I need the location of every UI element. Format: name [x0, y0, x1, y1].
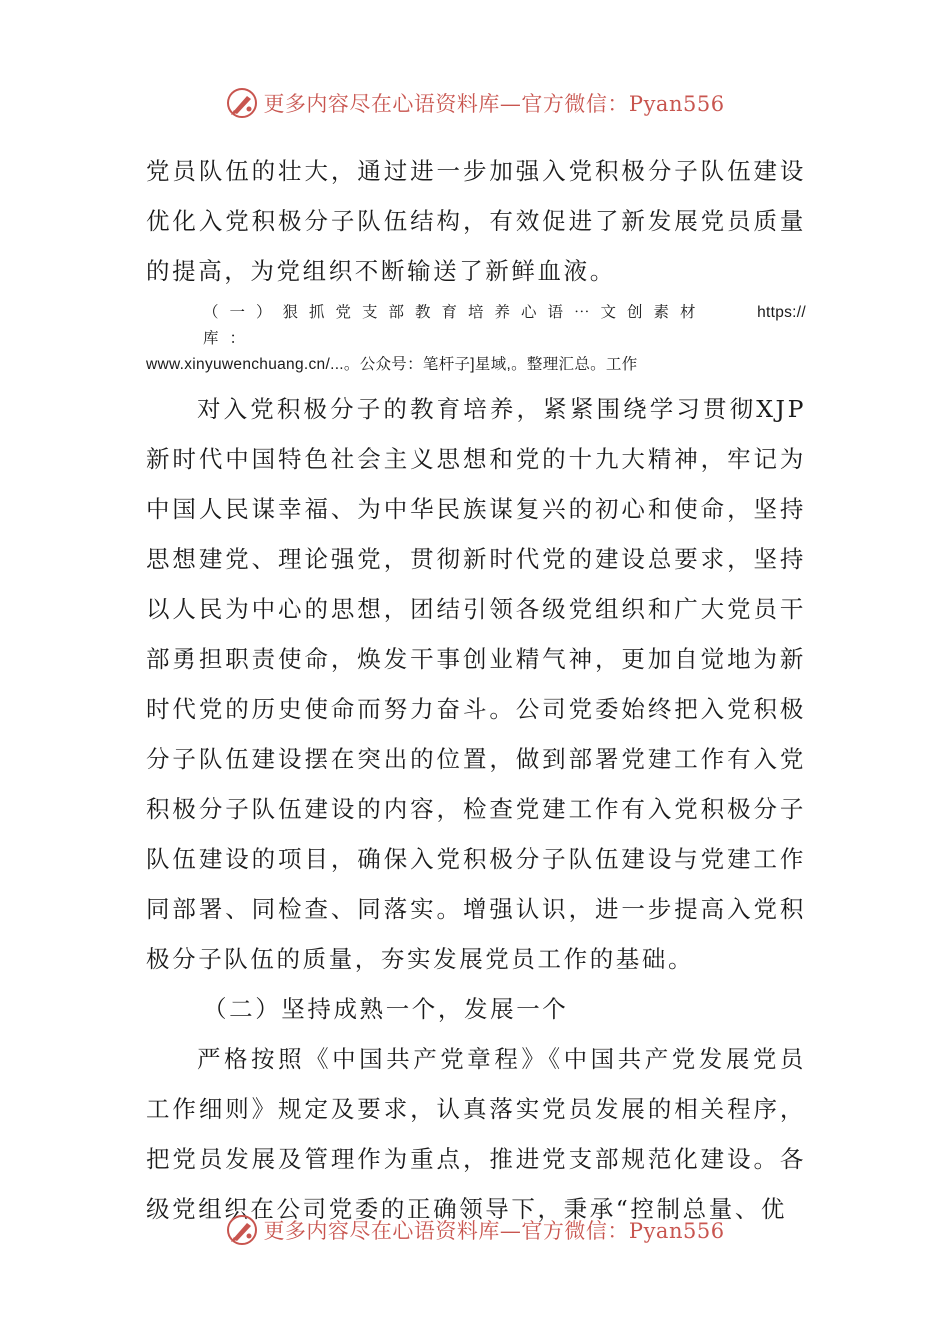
paragraph-3: 严格按照《中国共产党章程》《中国共产党发展党员工作细则》规定及要求，认真落实党员发展的相关程序，把党员发展及管理作为重点，推进党支部规范化建设。各级党组织在公司党委的正确领导下，秉承“控制总量、优	[146, 1045, 806, 1223]
pen-seal-icon	[225, 86, 259, 120]
footer-banner	[0, 1210, 950, 1250]
paragraph-1: 党员队伍的壮大，通过进一步加强入党积极分子队伍建设优化入党积极分子队伍结构，有效促进了新发展党员质量的提高，为党组织不断输送了新鲜血液。	[146, 157, 806, 285]
header-banner	[0, 83, 950, 123]
watermark-url-prefix: https://	[757, 304, 806, 321]
watermark-note	[146, 300, 806, 378]
watermark-line-1: （一）狠抓党支部教育培养心语⋯文创素材库：	[203, 304, 707, 347]
pen-seal-icon	[225, 1213, 259, 1247]
paragraph-2: 对入党积极分子的教育培养，紧紧围绕学习贯彻XJP新时代中国特色社会主义思想和党的十九大精神，牢记为中国人民谋幸福、为中华民族谋复兴的初心和使命，坚持思想建党、理论强党，贯彻新时代党的建设总要求，坚持以人民为中心的思想，团结引领各级党组织和广大党员干部勇担职责使命，焕发干事创业精气神，更加自觉地为新时代党的历史使命而努力奋斗。公司党委始终把入党积极分子队伍建设摆在突出的位置，做到部署党建工作有入党积极分子队伍建设的内容，检查党建工作有入党积极分子队伍建设的项目，确保入党积极分子队伍建设与党建工作同部署、同检查、同落实。增强认识，进一步提高入党积极分子队伍的质量，夯实发展党员工作的基础。	[146, 395, 806, 973]
footer-banner-text: 更多内容尽在心语资料库—官方微信：Pyan556	[263, 1219, 725, 1243]
header-banner-text: 更多内容尽在心语资料库—官方微信：Pyan556	[263, 92, 725, 116]
document-body	[146, 146, 806, 1234]
watermark-line-2: www.xinyuwenchuang.cn/...。公众号：笔杆子]星域,。整理汇总。工作	[146, 356, 638, 373]
section-heading-2: （二）坚持成熟一个，发展一个	[203, 995, 569, 1023]
